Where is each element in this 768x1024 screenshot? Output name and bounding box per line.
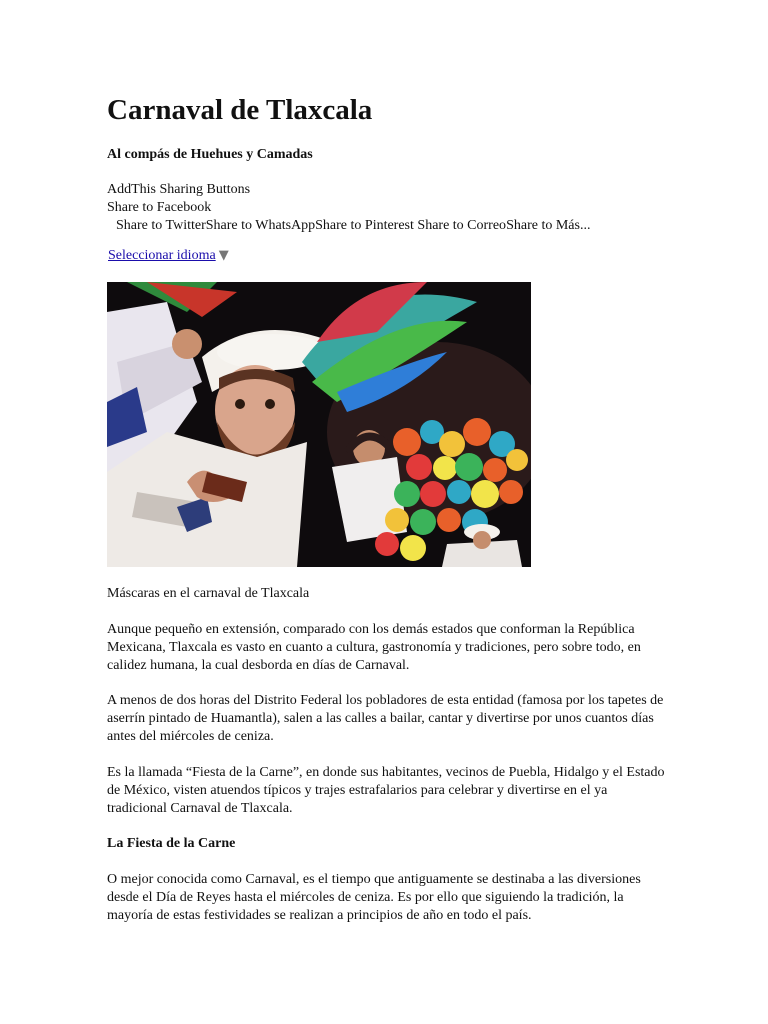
share-buttons [107, 181, 590, 235]
share-email-link[interactable]: Share to Correo [413, 218, 507, 233]
share-twitter-link[interactable]: Share to Twitter [116, 218, 206, 233]
page-title: Carnaval de Tlaxcala [107, 94, 373, 126]
share-heading: AddThis Sharing Buttons [107, 182, 251, 197]
language-selector[interactable] [108, 247, 229, 265]
share-more-link[interactable]: Share to Más... [506, 218, 591, 233]
paragraph: O mejor conocida como Carnaval, es el tiempo que antiguamente se destinaba a las diversiones desde el Día de Reyes hasta el miércoles de ceniza. Es por ello que siguiendo la tradición, la mayoría de estas festividades se realizan a principios de año en todo el país. [107, 872, 641, 923]
share-links-row [107, 217, 590, 235]
share-pinterest-link[interactable]: Share to Pinterest [315, 218, 414, 233]
carnival-photo-illustration [107, 282, 531, 567]
share-whatsapp-link[interactable]: Share to WhatsApp [205, 218, 316, 233]
share-facebook-link[interactable]: Share to Facebook [107, 200, 212, 215]
paragraph: Es la llamada “Fiesta de la Carne”, en donde sus habitantes, vecinos de Puebla, Hidalgo y el Estado de México, visten atuendos típicos y trajes estrafalarios para celebrar y divertirse en el ya tradicional Carnaval de Tlaxcala. [107, 765, 665, 816]
language-select-link[interactable]: Seleccionar idioma [108, 248, 216, 263]
paragraph: Aunque pequeño en extensión, comparado con los demás estados que conforman la República Mexicana, Tlaxcala es vasto en cuanto a cultura, gastronomía y tradiciones, pero sobre todo, en calidez humana, la cual desborda en días de Carnaval. [107, 622, 641, 673]
photo-caption: Máscaras en el carnaval de Tlaxcala [107, 586, 310, 601]
article-subtitle: Al compás de Huehues y Camadas [107, 147, 313, 162]
dropdown-arrow-icon[interactable]: ▼ [218, 248, 229, 263]
paragraph: A menos de dos horas del Distrito Federal los pobladores de esta entidad (famosa por los tapetes de aserrín pintado de Huamantla), salen a las calles a bailar, cantar y divertirse por unos cuantos días antes del miércoles de ceniza. [107, 693, 664, 744]
carnival-photo [107, 282, 531, 567]
section-heading: La Fiesta de la Carne [107, 836, 236, 851]
